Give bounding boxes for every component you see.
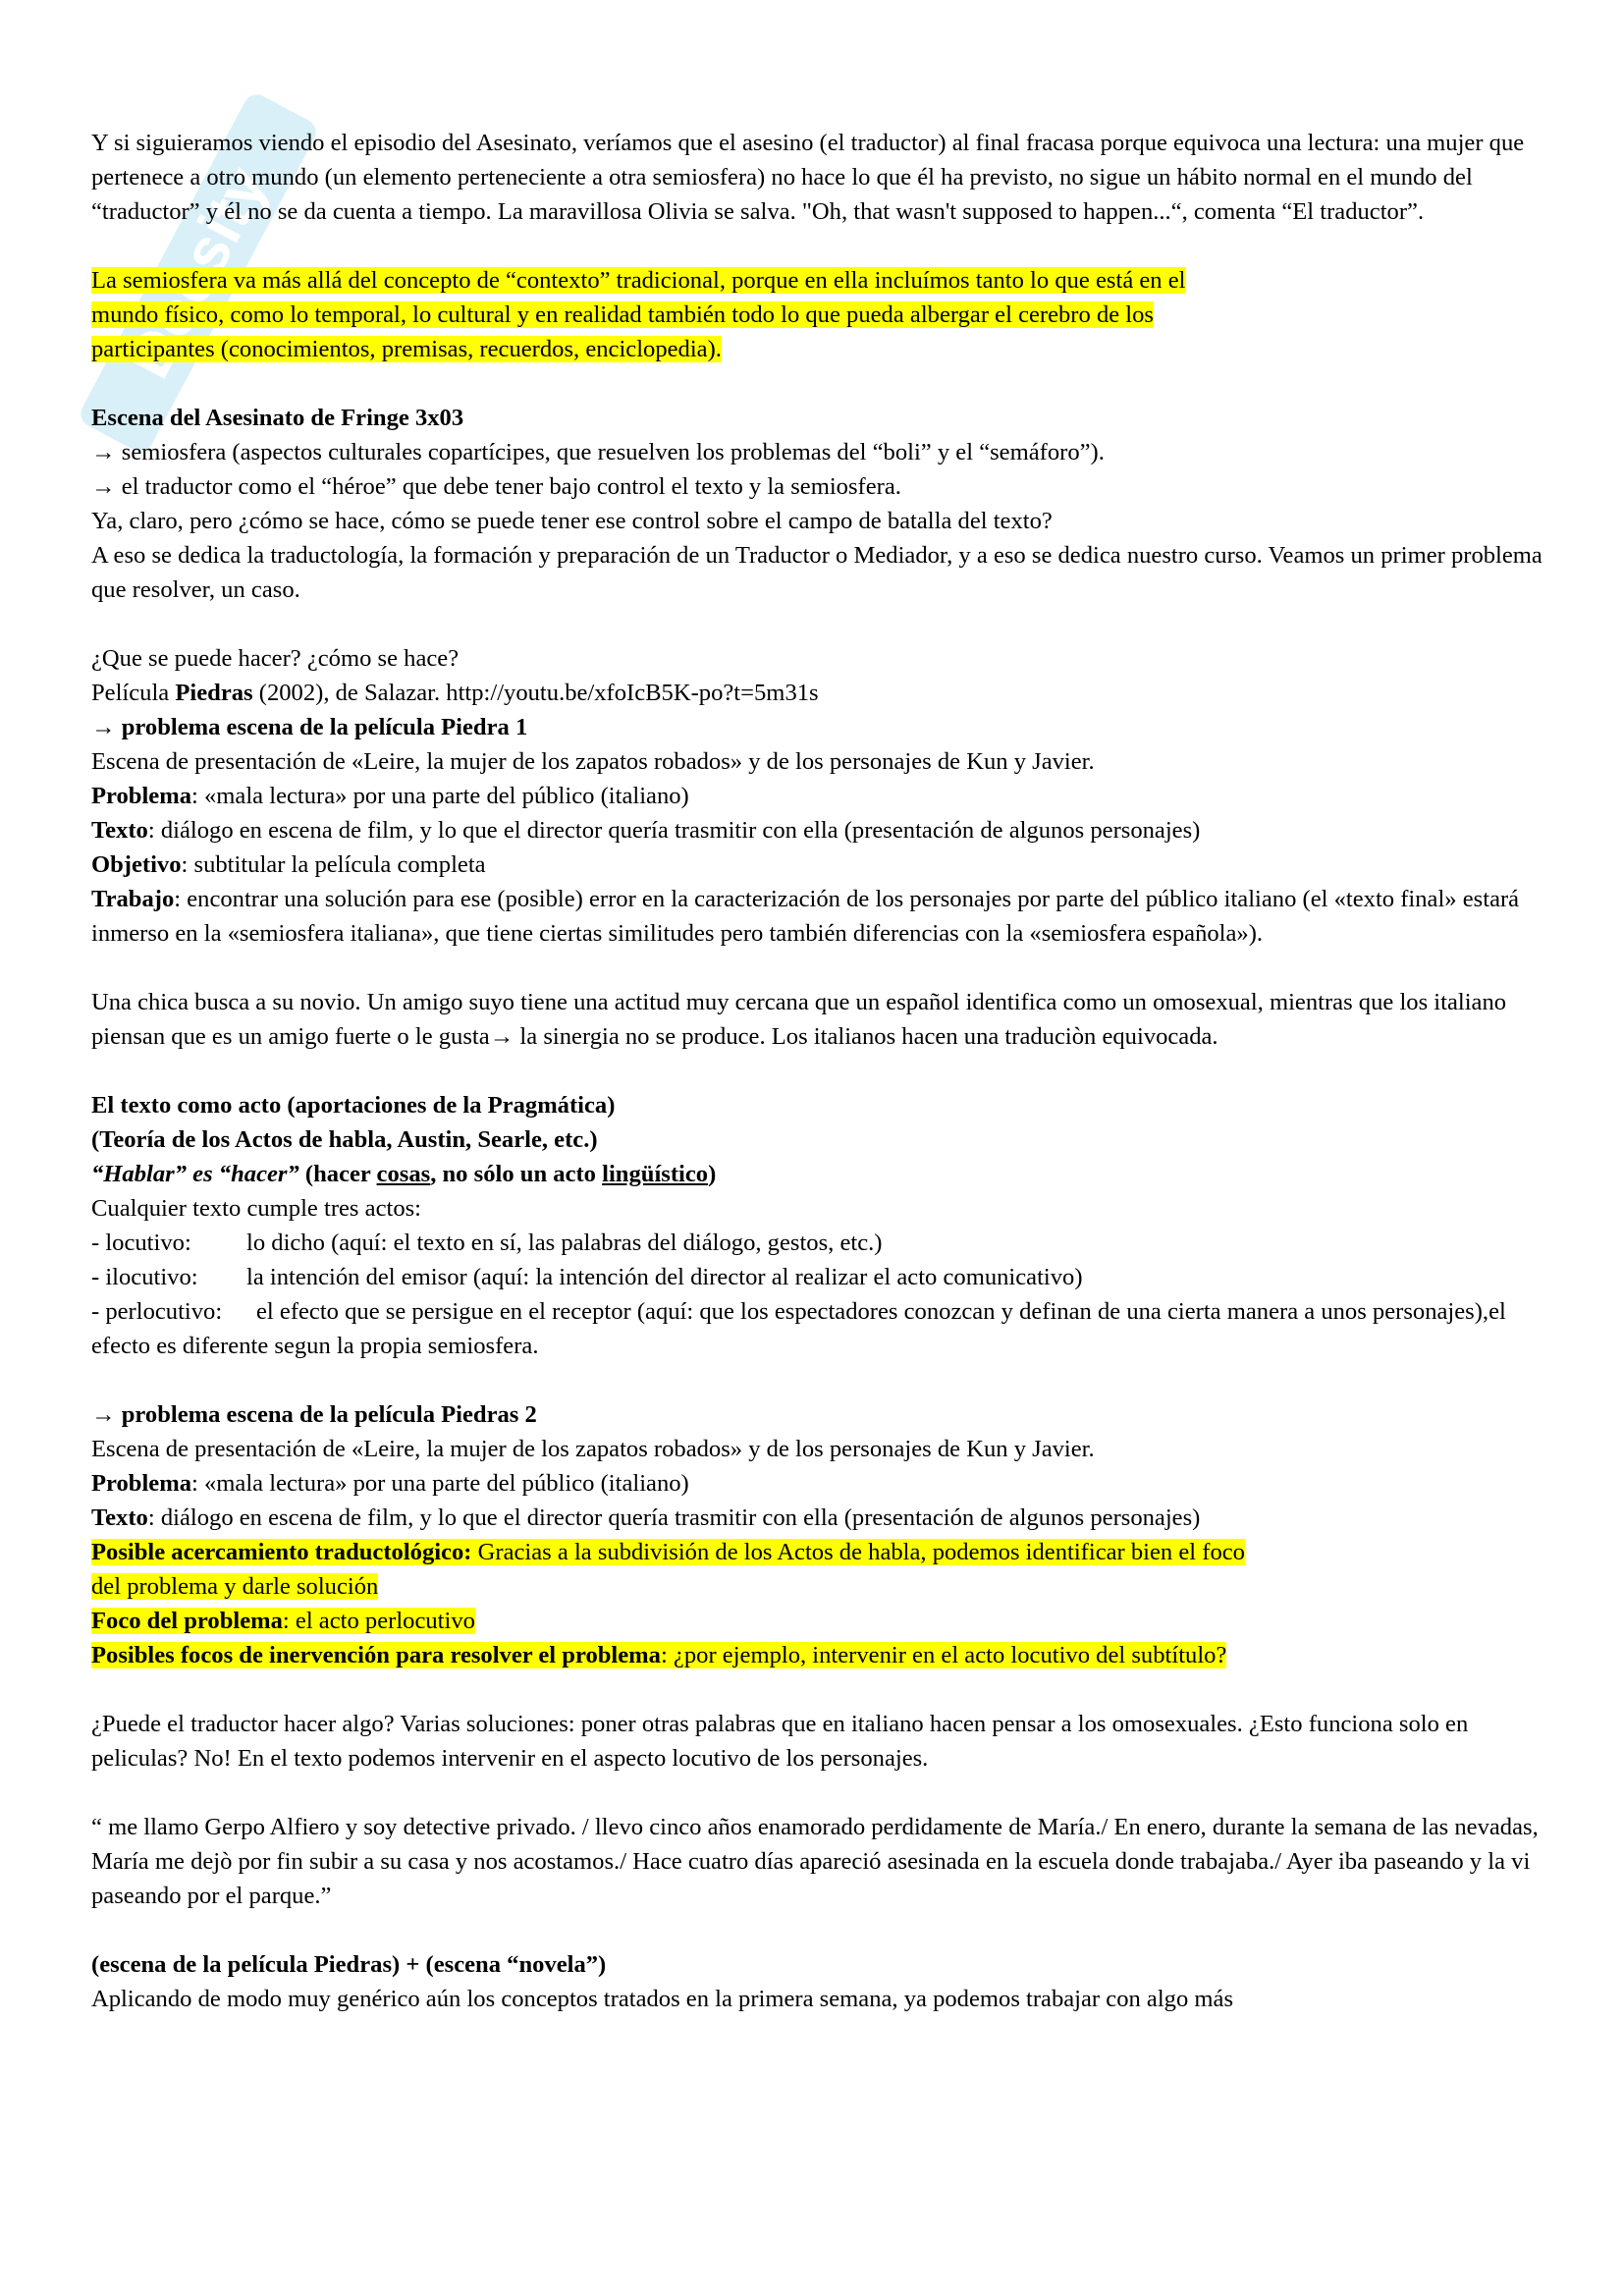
acercamiento-highlight: Posible acercamiento traductológico: Gracias a la subdivisión de los Actos de habla, podemos identificar bien el foco del problema y darle solución bbox=[91, 1539, 1245, 1600]
paragraph-novela-quote: “ me llamo Gerpo Alfiero y soy detective privado. / llevo cinco años enamorado perdidamente de María./ En enero, durante la semana de las nevadas, María me dejò por fin subir a su casa y nos acostamos./ Hace cuatro días apareció asesinada en la escuela donde trabajaba./ Ayer iba paseando y la vi paseando por el parque.” bbox=[91, 1814, 1539, 1909]
acto-ilocutivo: - ilocutivo: la intención del emisor (aquí: la intención del director al realizar el acto comunicativo) bbox=[91, 1264, 1083, 1290]
acto-perlocutivo: - perlocutivo: el efecto que se persigue en el receptor (aquí: que los espectadores conozcan y definan de una cierta manera a unos personajes),el efecto es diferente segun la propia semiosfera. bbox=[91, 1298, 1506, 1359]
focos-intervencion-highlight: Posibles focos de inervención para resolver el problema: ¿por ejemplo, intervenir en el acto locutivo del subtítulo? bbox=[91, 1642, 1227, 1668]
fringe-course: A eso se dedica la traductología, la formación y preparación de un Traductor o Mediador, y a eso se dedica nuestro curso. Veamos un primer problema que resolver, un caso. bbox=[91, 542, 1542, 603]
problema-line: Problema: «mala lectura» por una parte del público (italiano) bbox=[91, 783, 689, 809]
objetivo-line: Objetivo: subtitular la película completa bbox=[91, 851, 486, 878]
highlight-semiosfera: La semiosfera va más allá del concepto de “contexto” tradicional, porque en ella incluímos tanto lo que está en el mundo físico, como lo temporal, lo cultural y en realidad también todo lo que pueda albergar el cerebro de los participantes (conocimientos, premisas, recuerdos, enciclopedia). bbox=[91, 267, 1186, 362]
paragraph-traductor-soluciones: ¿Puede el traductor hacer algo? Varias soluciones: poner otras palabras que en italiano hacen pensar a los omosexuales. ¿Esto funciona solo en peliculas? No! En el texto podemos intervenir en el aspecto locutivo de los personajes. bbox=[91, 1711, 1469, 1772]
section-title-texto-acto: El texto como acto (aportaciones de la Pragmática) bbox=[91, 1092, 616, 1119]
question-line: ¿Que se puede hacer? ¿cómo se hace? bbox=[91, 645, 460, 672]
section-title-piedra-1: → problema escena de la película Piedra 1 bbox=[91, 714, 528, 740]
section-title-escena-novela: (escena de la película Piedras) + (escena “novela”) bbox=[91, 1951, 607, 1978]
arrow-icon: → bbox=[489, 1023, 514, 1050]
tres-actos-intro: Cualquier texto cumple tres actos: bbox=[91, 1195, 422, 1222]
paragraph-asesinato: Y si siguieramos viendo el episodio del Asesinato, veríamos que el asesino (el traductor) al final fracasa porque equivoca una lectura: una mujer que pertenece a otro mundo (un elemento perteneciente a otra semiosfera) no hace lo que él ha previsto, no sigue un hábito normal en el mundo del “traductor” y él no se da cuenta a tiempo. La maravillosa Olivia se salva. "Oh, that wasn't supposed to happen...“, comenta “El traductor”. bbox=[91, 130, 1525, 225]
foco-highlight: Foco del problema: el acto perlocutivo bbox=[91, 1608, 475, 1634]
section-subtitle-actos-habla: (Teoría de los Actos de habla, Austin, Searle, etc.) bbox=[91, 1126, 598, 1153]
fringe-point-traductor: → el traductor como el “héroe” que debe tener bajo control el texto y la semiosfera. bbox=[91, 473, 901, 500]
trabajo-line: Trabajo: encontrar una solución para ese (posible) error en la caracterización de los personajes por parte del público italiano (el «texto final» estará inmerso en la «semiosfera italiana», que tiene ciertas similitudes pero también diferencias con la «semiosfera española»). bbox=[91, 886, 1520, 947]
film-reference: Película Piedras (2002), de Salazar. http://youtu.be/xfoIcB5K-po?t=5m31s bbox=[91, 680, 819, 706]
fringe-point-semiosfera: → semiosfera (aspectos culturales copartícipes, que resuelven los problemas del “boli” y el “semáforo”). bbox=[91, 439, 1105, 465]
section-title-piedras-2: → problema escena de la película Piedras 2 bbox=[91, 1401, 537, 1428]
texto-line-2: Texto: diálogo en escena de film, y lo que el director quería trasmitir con ella (presentación de algunos personajes) bbox=[91, 1504, 1201, 1531]
fringe-question: Ya, claro, pero ¿cómo se hace, cómo se puede tener ese control sobre el campo de batalla del texto? bbox=[91, 508, 1053, 534]
paragraph-chica: Una chica busca a su novio. Un amigo suyo tiene una actitud muy cercana que un español identifica como un omosexual, mientras que los italiano piensan que es un amigo fuerte o le gusta→ la sinergia no se produce. Los italianos hacen una traduciòn equivocada. bbox=[91, 989, 1507, 1050]
paragraph-aplicando: Aplicando de modo muy genérico aún los conceptos tratados en la primera semana, ya podemos trabajar con algo más bbox=[91, 1986, 1234, 2012]
acto-locutivo: - locutivo: lo dicho (aquí: el texto en sí, las palabras del diálogo, gestos, etc.) bbox=[91, 1230, 883, 1256]
texto-line: Texto: diálogo en escena de film, y lo que el director quería trasmitir con ella (presentación de algunos personajes) bbox=[91, 817, 1201, 844]
escena-line: Escena de presentación de «Leire, la mujer de los zapatos robados» y de los personajes de Kun y Javier. bbox=[91, 748, 1095, 775]
hablar-hacer-line: “Hablar” es “hacer” (hacer cosas, no sólo un acto lingüístico) bbox=[91, 1161, 717, 1187]
escena-line-2: Escena de presentación de «Leire, la mujer de los zapatos robados» y de los personajes de Kun y Javier. bbox=[91, 1436, 1095, 1462]
problema-line-2: Problema: «mala lectura» por una parte del público (italiano) bbox=[91, 1470, 689, 1497]
document-page bbox=[91, 126, 1544, 2016]
section-title-fringe: Escena del Asesinato de Fringe 3x03 bbox=[91, 405, 464, 431]
